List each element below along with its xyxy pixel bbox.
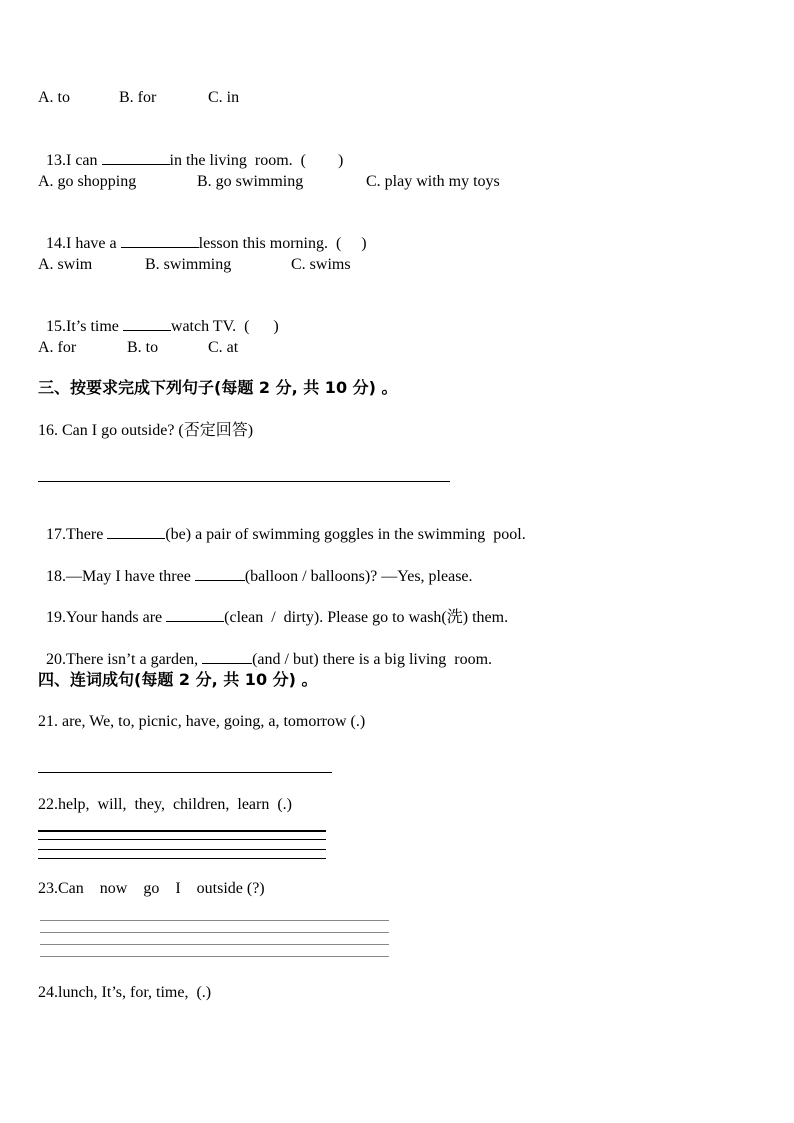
question-16: 16. Can I go outside? (否定回答) [38,422,254,439]
answer-blank[interactable] [121,233,199,248]
answer-line[interactable] [38,481,450,482]
question-22: 22.help, will, they, children, learn (.) [38,796,292,813]
section-4-heading: 四、连词成句(每题 2 分, 共 10 分) 。 [38,670,318,689]
answer-blank[interactable] [202,649,252,664]
q13-option-b: B. go swimming [197,173,304,190]
answer-line[interactable] [40,932,389,933]
question-18-suffix: (balloon / balloons)? —Yes, please. [244,568,473,585]
question-20 [38,629,492,670]
question-13-prefix: 13.I can [46,152,102,169]
answer-line[interactable] [38,858,326,859]
q15-option-a: A. for [38,339,77,356]
question-15-prefix: 15.It’s time [46,318,123,335]
question-20-prefix: 20.There isn’t a garden, [46,651,203,668]
question-23: 23.Can now go I outside (?) [38,880,265,897]
q13-option-a: A. go shopping [38,173,137,190]
question-24: 24.lunch, It’s, for, time, (.) [38,984,212,1001]
question-14 [38,213,367,254]
question-19 [38,587,508,628]
answer-blank[interactable] [102,150,170,165]
answer-line[interactable] [38,772,332,773]
question-15 [38,296,279,337]
question-14-suffix: lesson this morning. ( ) [198,235,367,252]
q15-option-c: C. at [208,339,239,356]
q12-option-a: A. to [38,89,70,106]
answer-blank[interactable] [166,607,224,622]
question-14-prefix: 14.I have a [46,235,121,252]
answer-line[interactable] [40,920,389,921]
question-18-prefix: 18.—May I have three [46,568,195,585]
question-19-prefix: 19.Your hands are [46,609,167,626]
question-13 [38,130,343,171]
q14-option-a: A. swim [38,256,93,273]
question-20-suffix: (and / but) there is a big living room. [252,651,493,668]
answer-line[interactable] [38,849,326,850]
answer-line[interactable] [38,830,326,832]
answer-blank[interactable] [123,316,171,331]
question-17-suffix: (be) a pair of swimming goggles in the swimming pool. [165,526,526,543]
q13-option-c: C. play with my toys [366,173,500,190]
question-15-suffix: watch TV. ( ) [170,318,279,335]
q12-option-b: B. for [119,89,157,106]
q15-option-b: B. to [127,339,159,356]
question-18 [38,546,473,587]
answer-line[interactable] [38,839,326,840]
question-17 [38,504,526,545]
question-13-suffix: in the living room. ( ) [169,152,344,169]
answer-blank[interactable] [107,524,165,539]
question-17-prefix: 17.There [46,526,108,543]
q12-option-c: C. in [208,89,240,106]
q14-option-b: B. swimming [145,256,232,273]
question-21: 21. are, We, to, picnic, have, going, a, tomorrow (.) [38,713,366,730]
answer-line[interactable] [40,944,389,945]
answer-blank[interactable] [195,566,245,581]
q14-option-c: C. swims [291,256,351,273]
question-19-suffix: (clean / dirty). Please go to wash(洗) them. [224,609,509,626]
section-3-heading: 三、按要求完成下列句子(每题 2 分, 共 10 分) 。 [38,378,398,397]
answer-line[interactable] [40,956,389,957]
